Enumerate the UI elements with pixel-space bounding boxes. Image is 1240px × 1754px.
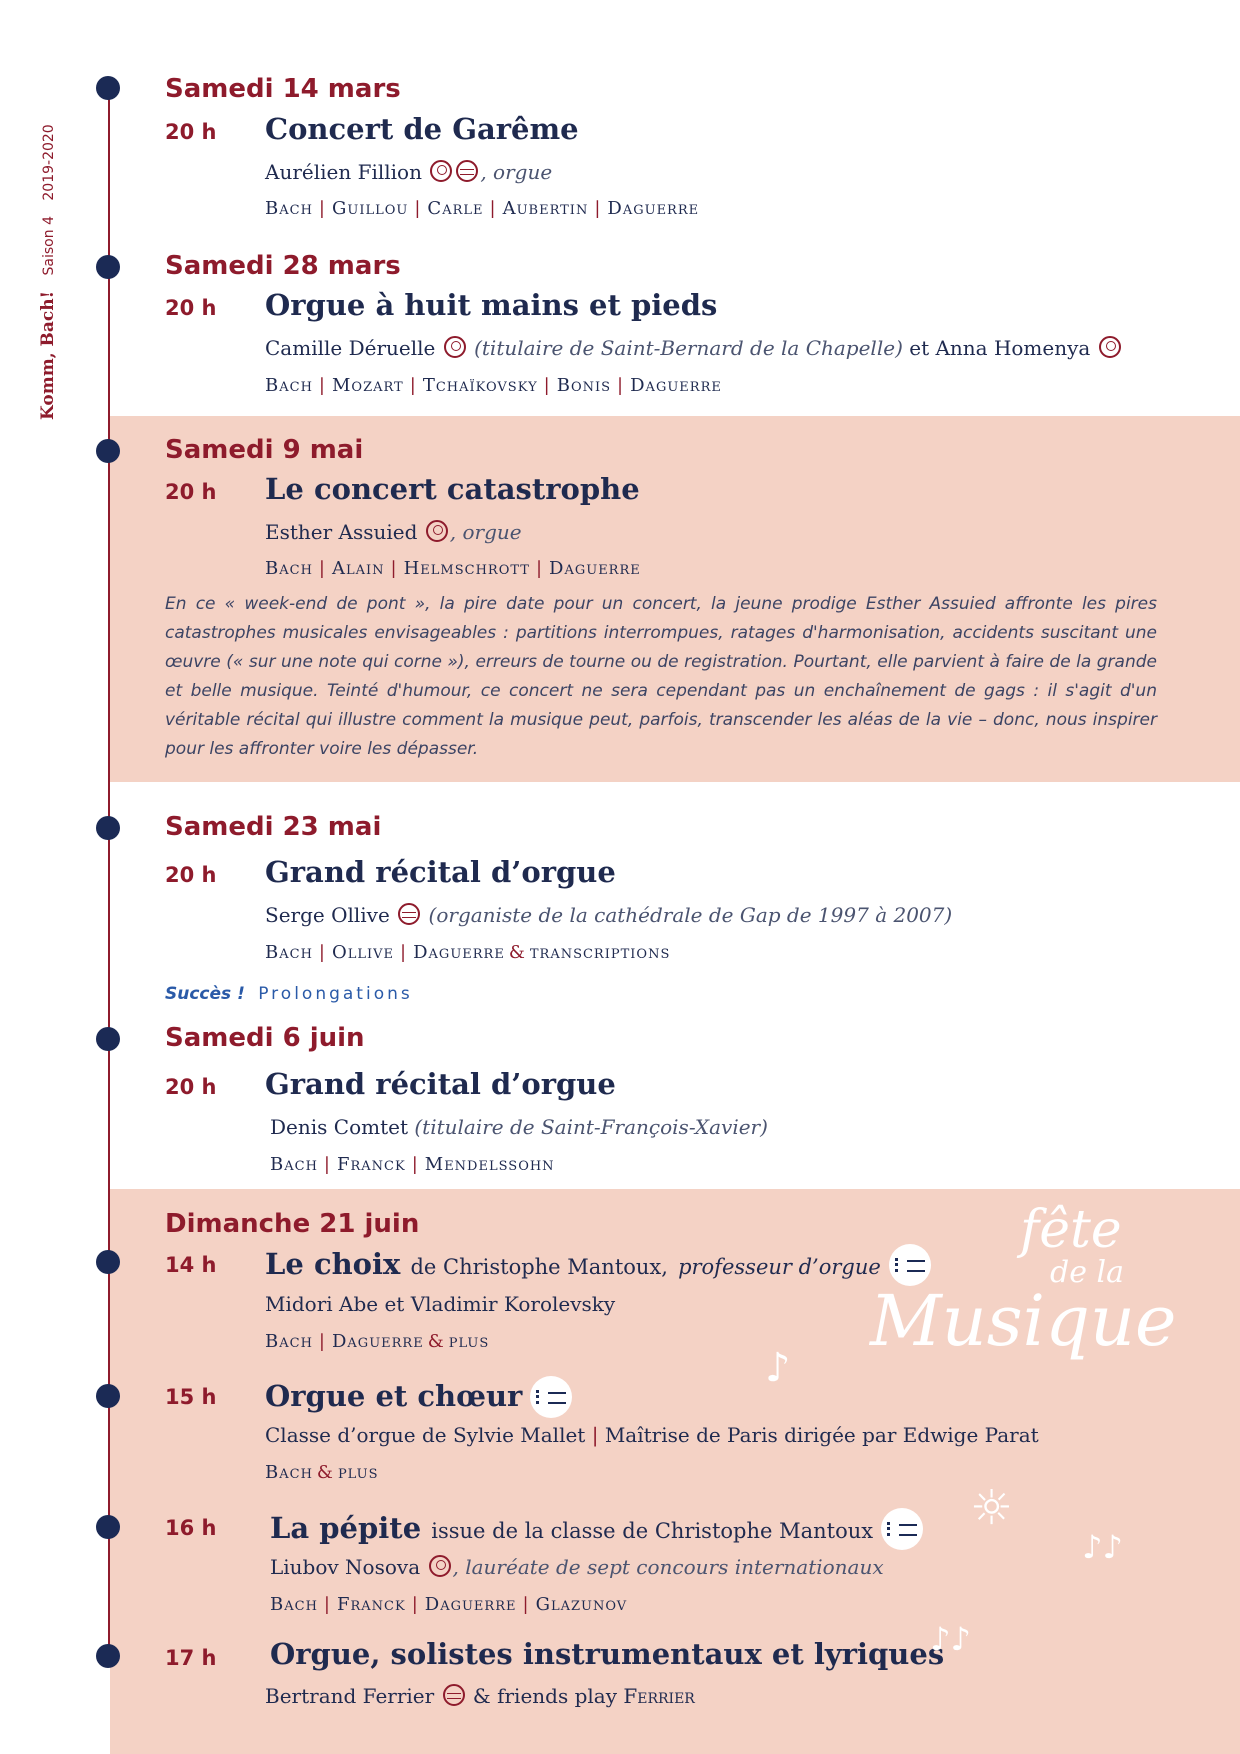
composer-list	[265, 1462, 378, 1483]
event-title-suffix: de Christophe Mantoux,	[410, 1255, 668, 1279]
event-date: Samedi 28 mars	[165, 251, 401, 281]
event-title	[265, 1244, 931, 1286]
timeline-line	[108, 88, 110, 1653]
event-performers	[270, 1555, 884, 1579]
event-title	[265, 1376, 572, 1418]
separator: |	[414, 198, 422, 219]
composer-list	[270, 1594, 627, 1615]
composer: Bach	[265, 375, 313, 396]
composer: Bonis	[556, 375, 612, 396]
event-time: 17 h	[165, 1646, 217, 1670]
event-title-suffix: issue de la classe de Christophe Mantoux	[431, 1519, 874, 1543]
performer-role: , orgue	[449, 520, 522, 544]
composer: Bach	[265, 198, 313, 219]
separator: |	[522, 1594, 530, 1615]
event-title: Orgue à huit mains et pieds	[265, 288, 718, 322]
timeline-dot	[96, 1027, 120, 1051]
timeline-dot	[96, 816, 120, 840]
sidebar-title: Komm, Bach!	[38, 290, 58, 420]
ampersand: &	[508, 942, 526, 963]
composer: Daguerre	[331, 1331, 424, 1352]
composer-list	[265, 558, 641, 579]
composer: Mozart	[331, 375, 404, 396]
separator: |	[318, 198, 326, 219]
fete-word-3: Musique	[870, 1280, 1177, 1362]
event-performers	[265, 160, 552, 184]
event-date: Samedi 14 mars	[165, 74, 401, 104]
composer: Daguerre	[549, 558, 641, 579]
event-title-main: Le choix	[265, 1247, 401, 1281]
composer-list	[265, 198, 699, 219]
event-date: Samedi 23 mai	[165, 812, 382, 842]
season-sidebar	[38, 124, 58, 420]
event-time: 14 h	[165, 1253, 217, 1277]
composer-extra: plus	[448, 1331, 490, 1352]
event-performers	[265, 520, 522, 544]
composer: Franck	[336, 1154, 406, 1175]
event-performers: Midori Abe et Vladimir Korolevsky	[265, 1292, 616, 1316]
composer-extra: plus	[337, 1462, 379, 1483]
performer-name: Liubov Nosova	[270, 1555, 421, 1579]
event-title-main: La pépite	[270, 1511, 422, 1545]
composer: Tchaïkovsky	[422, 375, 538, 396]
performer-name-2: et Anna Homenya	[909, 336, 1091, 360]
event-time: 20 h	[165, 296, 217, 320]
composer-list	[265, 375, 722, 396]
fete-word-1: fête	[1020, 1200, 1122, 1260]
prolongation-banner	[165, 984, 413, 1004]
separator: |	[318, 942, 326, 963]
separator: |	[318, 375, 326, 396]
separator: |	[594, 198, 602, 219]
event-title-main: Orgue et chœur	[265, 1379, 523, 1413]
timeline-dot	[96, 76, 120, 100]
composer-icon	[398, 903, 420, 925]
timeline-dot	[96, 1644, 120, 1668]
succes-text: Prolongations	[258, 984, 413, 1004]
separator: |	[535, 558, 544, 579]
composer: Bach	[265, 1331, 313, 1352]
fete-de-la-musique-logo	[850, 1200, 1180, 1400]
separator: |	[318, 1331, 326, 1352]
composer: Franck	[336, 1594, 406, 1615]
event-title	[270, 1508, 923, 1550]
event-performers	[265, 903, 952, 927]
performer-note: (organiste de la cathédrale de Gap de 1997 à 2007)	[428, 903, 953, 927]
event-date: Dimanche 21 juin	[165, 1209, 420, 1239]
sidebar-season: Saison 4	[41, 216, 57, 276]
sun-icon: ☼	[970, 1480, 1014, 1536]
separator: |	[617, 375, 625, 396]
event-time: 15 h	[165, 1385, 217, 1409]
composer: Mendelssohn	[424, 1154, 555, 1175]
composer: Carle	[427, 198, 484, 219]
music-note-icon: ♪	[765, 1345, 791, 1391]
composer-list	[265, 1331, 489, 1352]
performer-rest: & friends play	[472, 1684, 618, 1708]
conservatoire-logo-icon	[881, 1508, 923, 1550]
timeline-dot	[96, 1250, 120, 1274]
music-note-icon: ♪♪	[930, 1620, 971, 1658]
event-title: Grand récital d’orgue	[265, 855, 616, 889]
separator: |	[323, 1594, 331, 1615]
composer: Bach	[265, 558, 313, 579]
event-title-suffix-italic: professeur d’orgue	[678, 1255, 881, 1279]
separator: |	[411, 1594, 419, 1615]
performer-name-2: Maîtrise de Paris dirigée par Edwige Parat	[604, 1423, 1039, 1447]
organist-icon	[444, 336, 466, 358]
event-time: 20 h	[165, 1075, 217, 1099]
composer: Aubertin	[502, 198, 589, 219]
composer-icon	[456, 160, 478, 182]
composer: Daguerre	[424, 1594, 517, 1615]
separator: |	[411, 1154, 419, 1175]
organist-icon	[430, 160, 452, 182]
event-performers	[265, 336, 1123, 360]
composer: Daguerre	[607, 198, 700, 219]
timeline-dot	[96, 1515, 120, 1539]
organist-icon	[429, 1555, 451, 1577]
music-note-icon: ♪♪	[1082, 1528, 1123, 1566]
event-time: 20 h	[165, 863, 217, 887]
event-title: Concert de Garême	[265, 112, 579, 146]
organist-icon	[1099, 336, 1121, 358]
succes-label: Succès !	[165, 984, 245, 1004]
separator: |	[318, 558, 326, 579]
event-time: 20 h	[165, 480, 217, 504]
event-description: En ce « week-end de pont », la pire date pour un concert, la jeune prodige Esther Assuied affronte les pires catastrophes musicales envisageables : partitions interrompues, ratages d'harmonisation, accidents suscitant une œuvre (« sur une note qui corne »), erreurs de tourne ou de registration. Pourtant, elle parvient à faire de la grande et belle musique. Teinté d'humour, ce concert ne sera cependant pas un enchaînement de gags : il s'agit d'un véritable récital qui illustre comment la musique peut, parfois, transcender les aléas de la vie – donc, nous inspirer pour les affronter voire les dépasser.	[165, 594, 1157, 759]
composer: Glazunov	[535, 1594, 628, 1615]
separator: |	[323, 1154, 331, 1175]
performer-rest-caps: Ferrier	[623, 1684, 695, 1708]
sidebar-years: 2019-2020	[41, 124, 57, 201]
fete-word-2: de la	[1050, 1255, 1124, 1290]
composer: Bach	[270, 1154, 318, 1175]
composer-list	[265, 942, 670, 963]
separator: |	[409, 375, 417, 396]
event-title: Orgue, solistes instrumentaux et lyriques	[270, 1637, 945, 1671]
separator: |	[543, 375, 551, 396]
timeline-dot	[96, 255, 120, 279]
event-date: Samedi 6 juin	[165, 1023, 365, 1053]
event-title: Grand récital d’orgue	[265, 1067, 616, 1101]
conservatoire-logo-icon	[530, 1376, 572, 1418]
performer-note: (titulaire de Saint-François-Xavier)	[414, 1115, 768, 1139]
performer-role: , orgue	[480, 160, 553, 184]
event-time: 20 h	[165, 120, 217, 144]
composer-icon	[443, 1684, 465, 1706]
composer: Daguerre	[630, 375, 722, 396]
performer-note: , lauréate de sept concours internationaux	[452, 1555, 884, 1579]
event-title: Le concert catastrophe	[265, 472, 640, 506]
composer-extra: transcriptions	[529, 942, 671, 963]
composer: Alain	[331, 558, 385, 579]
event-performers	[270, 1115, 768, 1139]
separator: |	[591, 1423, 599, 1447]
performer-name: Bertrand Ferrier	[265, 1684, 435, 1708]
event-date: Samedi 9 mai	[165, 435, 364, 465]
composer: Helmschrott	[403, 558, 530, 579]
event-time: 16 h	[165, 1516, 217, 1540]
separator: |	[489, 198, 497, 219]
ampersand: &	[316, 1462, 334, 1483]
composer: Bach	[265, 942, 313, 963]
timeline-dot	[96, 439, 120, 463]
composer: Bach	[270, 1594, 318, 1615]
composer: Ollive	[331, 942, 395, 963]
performer-name: Classe d’orgue de Sylvie Mallet	[265, 1423, 586, 1447]
separator: |	[400, 942, 408, 963]
separator: |	[390, 558, 398, 579]
event-performers	[265, 1423, 1039, 1447]
performer-name: Esther Assuied	[265, 520, 418, 544]
ampersand: &	[427, 1331, 445, 1352]
timeline-dot	[96, 1384, 120, 1408]
performer-name: Denis Comtet	[270, 1115, 408, 1139]
performer-name: Camille Déruelle	[265, 336, 436, 360]
performer-name: Serge Ollive	[265, 903, 390, 927]
event-performers	[265, 1684, 695, 1708]
performer-name: Aurélien Fillion	[265, 160, 422, 184]
performer-note: (titulaire de Saint-Bernard de la Chapelle)	[474, 336, 903, 360]
composer: Guillou	[331, 198, 409, 219]
composer: Daguerre	[413, 942, 505, 963]
composer: Bach	[265, 1462, 313, 1483]
organist-icon	[426, 520, 448, 542]
composer-list	[270, 1154, 555, 1175]
